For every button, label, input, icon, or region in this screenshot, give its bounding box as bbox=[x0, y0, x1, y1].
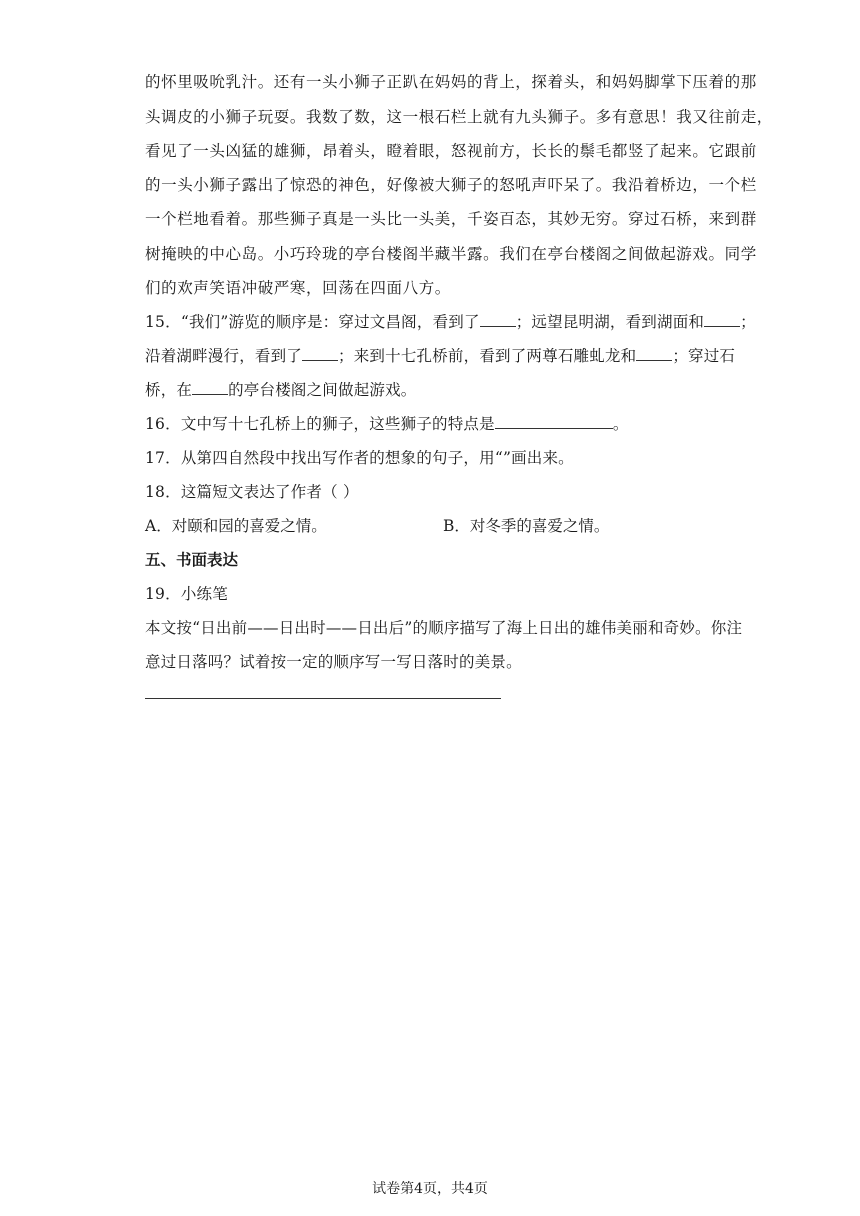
section-title: 五、书面表达 bbox=[145, 551, 239, 569]
passage-line-6: 树掩映的中心岛。小巧玲珑的亭台楼阁半藏半露。我们在亭台楼阁之间做起游戏。同学 bbox=[145, 245, 757, 263]
passage-line-2: 头调皮的小狮子玩耍。我数了数，这一根石栏上就有九头狮子。多有意思！我又往前走， bbox=[145, 108, 773, 126]
passage-line-3: 看见了一头凶猛的雄狮，昂着头，瞪着眼，怒视前方，长长的鬃毛都竖了起来。它跟前 bbox=[145, 142, 757, 160]
question-15-text-e: ；来到十七孔桥前，看到了两尊石雕虬龙和 bbox=[338, 347, 637, 365]
question-19-title: 19．小练笔 bbox=[145, 585, 228, 603]
question-15-line-3 bbox=[145, 380, 720, 400]
passage-line-7: 们的欢声笑语冲破严寒，回荡在四面八方。 bbox=[145, 279, 451, 297]
question-15-text-b: ；远望昆明湖，看到湖面和 bbox=[515, 313, 705, 331]
question-15-line-2 bbox=[145, 346, 736, 366]
answer-blank[interactable] bbox=[636, 346, 672, 361]
question-15-text-h: 的亭台楼阁之间做起游戏。 bbox=[228, 381, 417, 399]
question-15-text-a: 15．“我们”游览的顺序是：穿过文昌阁，看到了 bbox=[145, 313, 480, 331]
question-19-prompt-line-1: 本文按“日出前——日出时——日出后”的顺序描写了海上日出的雄伟美丽和奇妙。你注 bbox=[145, 619, 743, 637]
answer-blank[interactable] bbox=[495, 414, 613, 429]
passage-line-5: 一个栏地看着。那些狮子真是一头比一头美，千姿百态，其妙无穷。穿过石桥，来到群 bbox=[145, 210, 757, 228]
writing-answer-line[interactable] bbox=[145, 698, 501, 699]
question-15-text-c: ； bbox=[740, 313, 756, 331]
question-18: 18．这篇短文表达了作者（ ） bbox=[145, 483, 359, 501]
question-19-prompt-line-2: 意过日落吗？试着按一定的顺序写一写日落时的美景。 bbox=[145, 653, 522, 671]
page-footer: 试卷第4页，共4页 bbox=[372, 1181, 488, 1197]
question-16-end: 。 bbox=[612, 415, 629, 433]
question-18-option-b[interactable]: B．对冬季的喜爱之情。 bbox=[443, 517, 610, 535]
question-16 bbox=[145, 414, 720, 434]
answer-blank[interactable] bbox=[192, 380, 228, 395]
question-15-text-f: ；穿过石 bbox=[672, 347, 736, 365]
question-18-option-a[interactable]: A．对颐和园的喜爱之情。 bbox=[145, 517, 327, 535]
answer-blank[interactable] bbox=[302, 346, 338, 361]
question-15-text-g: 桥，在 bbox=[145, 381, 193, 399]
question-17: 17．从第四自然段中找出写作者的想象的句子，用“”画出来。 bbox=[145, 449, 574, 467]
passage-line-4: 的一头小狮子露出了惊恐的神色，好像被大狮子的怒吼声吓呆了。我沿着桥边，一个栏 bbox=[145, 176, 757, 194]
question-16-text: 16．文中写十七孔桥上的狮子，这些狮子的特点是 bbox=[145, 415, 495, 433]
passage-line-1: 的怀里吸吮乳汁。还有一头小狮子正趴在妈妈的背上，探着头，和妈妈脚掌下压着的那 bbox=[145, 73, 757, 91]
answer-blank[interactable] bbox=[704, 312, 740, 327]
question-15-line-1 bbox=[145, 312, 756, 332]
question-15-text-d: 沿着湖畔漫行，看到了 bbox=[145, 347, 303, 365]
answer-blank[interactable] bbox=[480, 312, 516, 327]
